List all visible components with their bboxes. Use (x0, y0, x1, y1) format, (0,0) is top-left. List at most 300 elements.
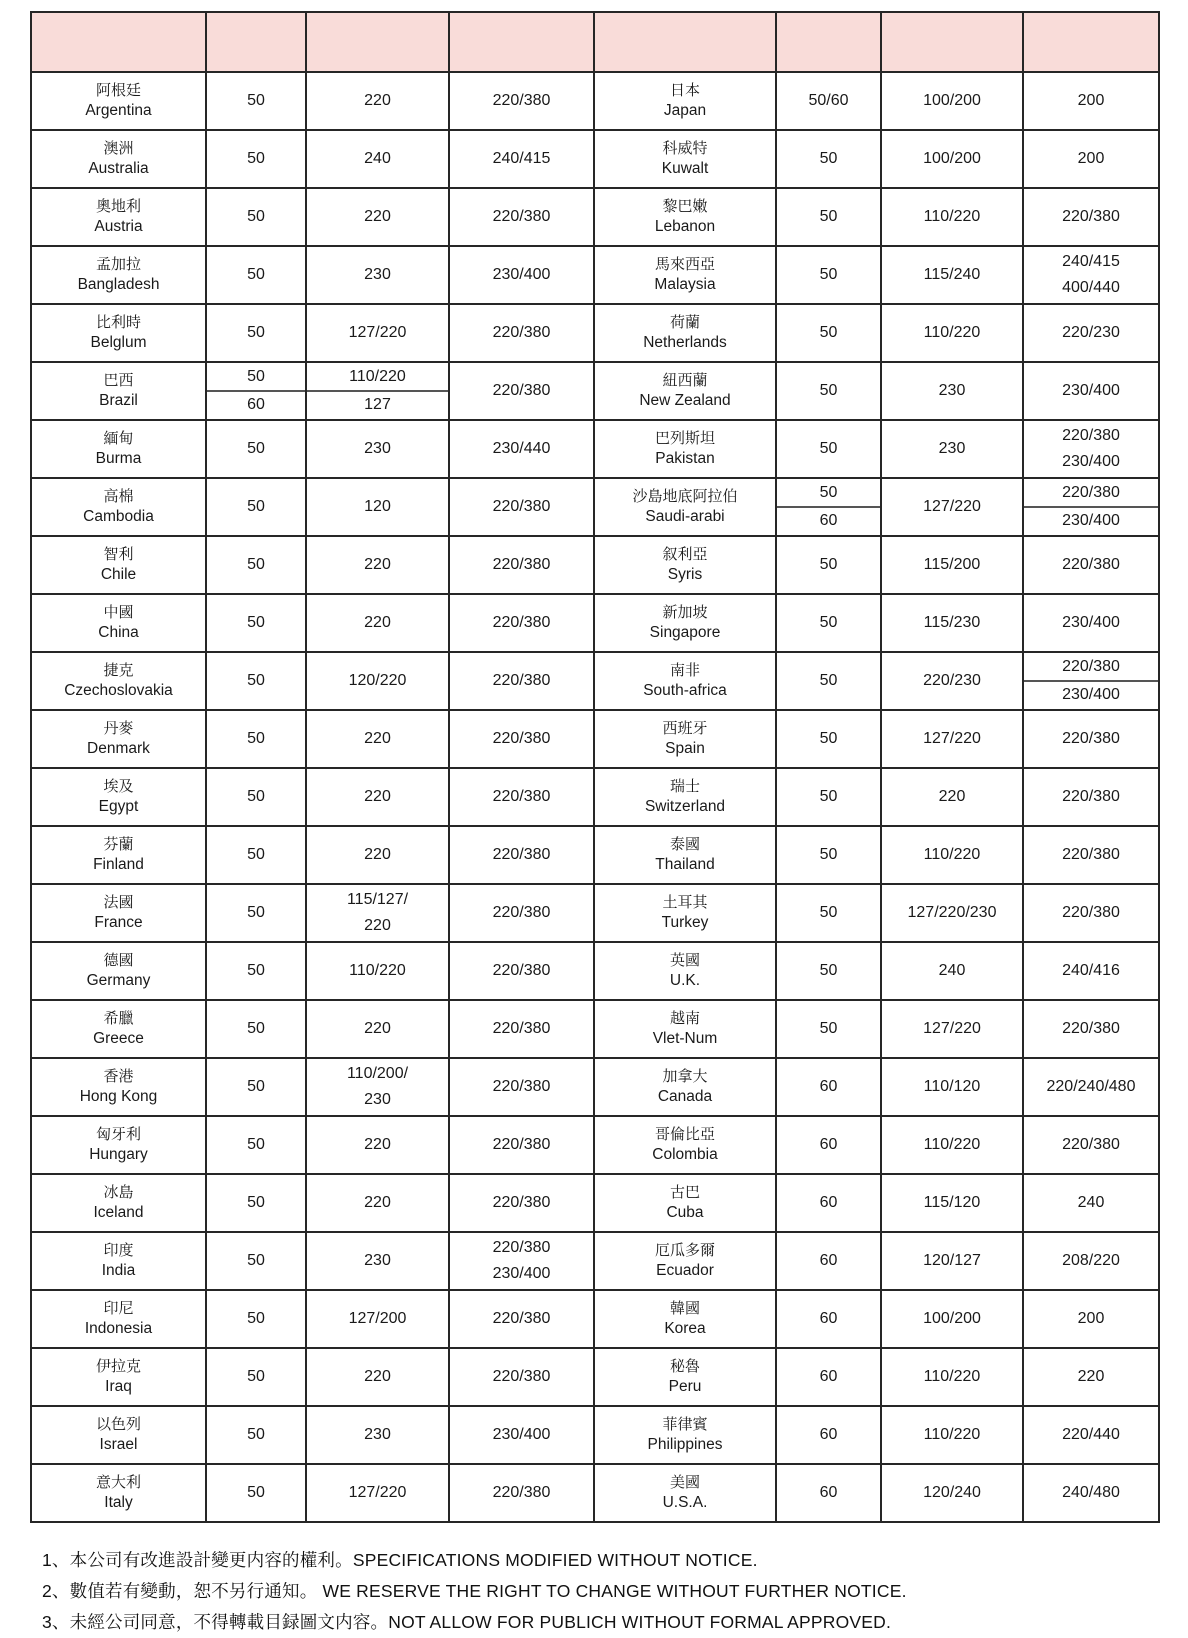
table-row (31, 1116, 1159, 1174)
voltage2-cell (1023, 594, 1159, 652)
voltage1-cell (306, 884, 449, 942)
country-name-zh: 伊拉克 (95, 1358, 141, 1376)
value-line: 230/440 (492, 439, 551, 457)
frequency-cell (776, 1464, 881, 1522)
value-line: 230/400 (492, 1264, 551, 1282)
frequency-cell (206, 130, 306, 188)
value-line: 220/380 (492, 323, 551, 341)
table-body (31, 72, 1159, 1522)
country-cell (594, 594, 776, 652)
voltage2-cell (449, 246, 594, 304)
value-line: 240 (1077, 1193, 1105, 1211)
frequency-cell (776, 1174, 881, 1232)
voltage2-cell (449, 478, 594, 536)
frequency-cell (776, 72, 881, 130)
value-line: 230/400 (1024, 680, 1158, 708)
value-line: 120/240 (923, 1483, 981, 1501)
country-name-zh: 比利時 (95, 314, 141, 332)
country-name-zh: 西班牙 (662, 720, 708, 738)
header-cell (881, 12, 1023, 72)
voltage2-cell (449, 420, 594, 478)
frequency-cell (206, 768, 306, 826)
value-line: 220 (364, 787, 391, 805)
value-line: 50 (247, 1193, 265, 1211)
country-cell (594, 536, 776, 594)
value-line: 127 (307, 390, 448, 418)
country-cell (594, 768, 776, 826)
country-cell (31, 72, 206, 130)
country-cell (31, 1116, 206, 1174)
country-cell (31, 1406, 206, 1464)
footnote-2: 2、數值若有變動，恕不另行通知。 WE RESERVE THE RIGHT TO CHANGE WITHOUT FURTHER NOTICE. (42, 1581, 907, 1602)
country-name-zh: 日本 (669, 82, 700, 100)
value-line: 220/240/480 (1046, 1077, 1136, 1095)
value-line: 50 (247, 1135, 265, 1153)
country-name-en: Philippines (647, 1436, 723, 1454)
country-name-en: Korea (664, 1320, 706, 1338)
country-name-en: Cuba (666, 1204, 704, 1222)
country-name-zh: 中國 (103, 604, 134, 622)
value-line: 220/380 (492, 497, 551, 515)
country-name-zh: 巴列斯坦 (654, 430, 715, 448)
value-line: 50 (247, 1367, 265, 1385)
country-name-zh: 南非 (669, 662, 700, 680)
country-cell (594, 1058, 776, 1116)
voltage1-cell (306, 1174, 449, 1232)
value-line: 60 (819, 1251, 838, 1269)
country-name-zh: 澳洲 (103, 140, 134, 158)
value-line: 220/380 (492, 961, 551, 979)
country-name-zh: 英國 (669, 952, 700, 970)
voltage2-cell (449, 1000, 594, 1058)
value-line: 220/380 (1062, 555, 1120, 573)
header-cell (31, 12, 206, 72)
country-cell (31, 594, 206, 652)
value-line: 115/120 (923, 1193, 981, 1211)
country-cell (594, 1290, 776, 1348)
frequency-cell (776, 1406, 881, 1464)
table-row (31, 188, 1159, 246)
country-cell (31, 710, 206, 768)
country-cell (594, 1232, 776, 1290)
voltage2-cell (1023, 710, 1159, 768)
country-name-zh: 丹麥 (103, 720, 134, 738)
country-name-zh: 冰島 (103, 1184, 134, 1202)
voltage2-cell (449, 1464, 594, 1522)
voltage1-cell (881, 768, 1023, 826)
value-line: 110/220 (923, 1135, 981, 1153)
value-line: 110/220 (923, 1425, 981, 1443)
voltage1-cell (306, 130, 449, 188)
value-line: 240/415 (1062, 252, 1120, 270)
voltage1-cell (306, 246, 449, 304)
value-line: 60 (819, 1077, 838, 1095)
frequency-cell (206, 188, 306, 246)
value-line: 60 (819, 1425, 838, 1443)
value-line: 230/400 (1062, 452, 1120, 470)
frequency-cell (206, 1116, 306, 1174)
table-row (31, 1174, 1159, 1232)
country-cell (594, 826, 776, 884)
country-name-en: U.K. (669, 972, 701, 990)
value-line: 100/200 (923, 91, 981, 109)
country-name-en: Iceland (93, 1204, 144, 1222)
voltage2-cell (1023, 420, 1159, 478)
voltage2-cell (449, 1058, 594, 1116)
value-line: 220 (364, 1135, 391, 1153)
table-row (31, 884, 1159, 942)
voltage1-cell (306, 1348, 449, 1406)
header-cell (449, 12, 594, 72)
country-cell (594, 652, 776, 710)
value-line: 220/380 (492, 1135, 551, 1153)
table-row (31, 478, 1159, 536)
value-line: 50 (247, 1251, 265, 1269)
value-line: 220/380 (492, 1238, 551, 1256)
value-line: 50 (247, 555, 265, 573)
country-cell (594, 362, 776, 420)
table-row (31, 1464, 1159, 1522)
value-line: 220/380 (1062, 1019, 1120, 1037)
frequency-cell (206, 652, 306, 710)
value-line: 120/127 (923, 1251, 981, 1269)
value-line: 50/60 (808, 91, 849, 109)
value-line: 50 (819, 729, 838, 747)
value-line: 230/400 (1062, 381, 1120, 399)
voltage2-cell (449, 884, 594, 942)
table-row (31, 72, 1159, 130)
voltage1-cell (306, 1406, 449, 1464)
country-cell (31, 362, 206, 420)
voltage1-cell (881, 478, 1023, 536)
voltage2-cell (1023, 1000, 1159, 1058)
value-line: 50 (247, 91, 265, 109)
country-name-zh: 沙島地底阿拉伯 (632, 488, 738, 506)
voltage1-cell (306, 1464, 449, 1522)
value-line: 220/380 (492, 729, 551, 747)
value-line: 110/220 (923, 323, 981, 341)
country-name-zh: 美國 (669, 1474, 700, 1492)
country-name-zh: 埃及 (103, 778, 134, 796)
value-line: 220/380 (492, 381, 551, 399)
table-row (31, 768, 1159, 826)
frequency-cell (776, 478, 881, 536)
frequency-cell (776, 130, 881, 188)
country-name-en: South-africa (643, 682, 727, 700)
footnote-3: 3、未經公司同意，不得轉載目録圖文内容。NOT ALLOW FOR PUBLICH WITHOUT FORMAL APPROVED. (42, 1612, 892, 1633)
value-line: 100/200 (923, 149, 981, 167)
country-name-en: Brazil (99, 392, 138, 410)
country-cell (594, 710, 776, 768)
voltage1-cell (306, 594, 449, 652)
frequency-cell (206, 1406, 306, 1464)
frequency-cell (776, 362, 881, 420)
voltage2-cell (449, 1116, 594, 1174)
voltage2-cell (449, 362, 594, 420)
country-name-zh: 黎巴嫩 (662, 198, 708, 216)
value-line: 220 (364, 207, 391, 225)
frequency-cell (776, 768, 881, 826)
value-line: 50 (247, 961, 265, 979)
value-line: 220/380 (1062, 729, 1120, 747)
value-line: 220/380 (492, 207, 551, 225)
country-name-en: Denmark (87, 740, 150, 758)
value-line: 50 (247, 497, 265, 515)
country-name-zh: 哥倫比亞 (654, 1126, 715, 1144)
frequency-cell (206, 594, 306, 652)
country-cell (31, 420, 206, 478)
value-line: 220 (364, 1367, 391, 1385)
country-name-en: Germany (86, 972, 151, 990)
value-line: 127/220 (348, 1483, 407, 1501)
value-line: 110/120 (923, 1077, 981, 1095)
value-line: 50 (247, 1019, 265, 1037)
country-name-zh: 印尼 (103, 1300, 134, 1318)
value-line: 50 (247, 1077, 265, 1095)
country-name-en: Austria (94, 218, 143, 236)
value-line: 50 (819, 149, 838, 167)
country-cell (594, 1464, 776, 1522)
value-line: 50 (819, 845, 838, 863)
voltage1-cell (881, 1058, 1023, 1116)
voltage2-cell (449, 710, 594, 768)
country-name-en: Japan (663, 102, 707, 120)
value-line: 200 (1077, 1309, 1105, 1327)
value-line: 50 (819, 903, 838, 921)
country-name-en: Colombia (652, 1146, 718, 1164)
value-line: 220/380 (492, 555, 551, 573)
value-line: 50 (819, 1019, 838, 1037)
voltage2-cell (449, 188, 594, 246)
country-cell (31, 1174, 206, 1232)
table-row (31, 1058, 1159, 1116)
voltage2-cell (449, 768, 594, 826)
country-cell (31, 130, 206, 188)
voltage2-cell (1023, 1406, 1159, 1464)
value-line: 220/380 (492, 671, 551, 689)
value-line: 50 (247, 323, 265, 341)
country-name-en: Greece (93, 1030, 144, 1048)
country-cell (594, 1000, 776, 1058)
value-line: 110/220 (349, 961, 406, 979)
country-cell (594, 1406, 776, 1464)
value-line: 230 (938, 439, 966, 457)
frequency-cell (206, 1058, 306, 1116)
voltage1-cell (881, 246, 1023, 304)
country-name-zh: 韓國 (669, 1300, 700, 1318)
value-line: 240 (364, 149, 391, 167)
country-name-en: Turkey (661, 914, 709, 932)
frequency-cell (776, 246, 881, 304)
country-cell (594, 72, 776, 130)
country-name-en: Peru (668, 1378, 702, 1396)
value-line: 220/380 (1062, 845, 1120, 863)
header-cell (1023, 12, 1159, 72)
value-line: 115/127/ (346, 890, 409, 908)
voltage1-cell (306, 1058, 449, 1116)
value-line: 50 (247, 613, 265, 631)
value-line: 50 (247, 1425, 265, 1443)
country-name-en: Syris (667, 566, 703, 584)
country-cell (31, 1348, 206, 1406)
voltage1-cell (881, 884, 1023, 942)
voltage1-cell (306, 478, 449, 536)
value-line: 220/380 (492, 1193, 551, 1211)
header-cell (306, 12, 449, 72)
country-name-zh: 荷蘭 (669, 314, 700, 332)
country-name-en: Czechoslovakia (64, 682, 173, 700)
voltage1-cell (306, 1116, 449, 1174)
table-row (31, 362, 1159, 420)
country-name-en: Lebanon (654, 218, 716, 236)
country-name-zh: 芬蘭 (103, 836, 134, 854)
voltage1-cell (881, 652, 1023, 710)
voltage1-cell (306, 710, 449, 768)
value-line: 230/400 (1024, 506, 1158, 534)
frequency-cell (206, 942, 306, 1000)
country-cell (31, 1464, 206, 1522)
value-line: 220/440 (1062, 1425, 1120, 1443)
country-name-zh: 馬來西亞 (654, 256, 715, 274)
value-line: 115/230 (923, 613, 981, 631)
footnotes (42, 1545, 1188, 1638)
frequency-cell (776, 710, 881, 768)
value-line: 50 (247, 671, 265, 689)
value-line: 50 (247, 903, 265, 921)
voltage1-cell (306, 536, 449, 594)
value-line: 220/380 (492, 1367, 551, 1385)
value-line: 127/220 (923, 1019, 981, 1037)
voltage2-cell (1023, 884, 1159, 942)
country-cell (594, 420, 776, 478)
country-cell (31, 884, 206, 942)
voltage2-cell (449, 536, 594, 594)
voltage1-cell (881, 1232, 1023, 1290)
voltage2-cell (1023, 942, 1159, 1000)
voltage1-cell (306, 652, 449, 710)
country-name-en: New Zealand (639, 392, 731, 410)
value-line: 50 (819, 323, 838, 341)
country-name-zh: 法國 (103, 894, 134, 912)
country-name-zh: 紐西蘭 (662, 372, 708, 390)
country-name-en: Indonesia (84, 1320, 153, 1338)
frequency-cell (776, 1116, 881, 1174)
voltage1-cell (881, 1348, 1023, 1406)
table-row (31, 594, 1159, 652)
table-row (31, 1290, 1159, 1348)
country-name-en: Belglum (90, 334, 147, 352)
voltage2-cell (1023, 1174, 1159, 1232)
frequency-cell (776, 884, 881, 942)
country-name-zh: 巴西 (103, 372, 134, 390)
value-line: 220/380 (1062, 903, 1120, 921)
voltage2-cell (449, 652, 594, 710)
voltage2-cell (449, 130, 594, 188)
country-name-zh: 新加坡 (662, 604, 708, 622)
frequency-cell (206, 362, 306, 420)
frequency-cell (776, 594, 881, 652)
value-line: 220/380 (1062, 483, 1120, 501)
table-row (31, 536, 1159, 594)
country-name-en: Burma (95, 450, 142, 468)
voltage2-cell (1023, 130, 1159, 188)
value-line: 220 (938, 787, 966, 805)
voltage1-cell (881, 1116, 1023, 1174)
value-line: 240/415 (492, 149, 551, 167)
voltage2-cell (1023, 1058, 1159, 1116)
frequency-cell (776, 420, 881, 478)
value-line: 220 (364, 1193, 391, 1211)
value-line: 50 (247, 845, 265, 863)
value-line: 230 (364, 1251, 391, 1269)
value-line: 50 (819, 613, 838, 631)
voltage2-cell (449, 594, 594, 652)
voltage1-cell (881, 594, 1023, 652)
value-line: 60 (819, 1309, 838, 1327)
value-line: 50 (247, 439, 265, 457)
country-name-zh: 高棉 (103, 488, 134, 506)
frequency-cell (206, 536, 306, 594)
header-cell (594, 12, 776, 72)
header-cell (206, 12, 306, 72)
value-line: 50 (247, 265, 265, 283)
country-name-en: India (101, 1262, 136, 1280)
value-line: 220 (364, 916, 391, 934)
voltage1-cell (881, 130, 1023, 188)
spec-sheet (0, 11, 1188, 1633)
frequency-cell (776, 942, 881, 1000)
country-cell (31, 1000, 206, 1058)
voltage2-cell (449, 1290, 594, 1348)
frequency-cell (206, 884, 306, 942)
country-cell (31, 826, 206, 884)
country-cell (31, 652, 206, 710)
country-name-zh: 土耳其 (662, 894, 708, 912)
table-row (31, 1406, 1159, 1464)
voltage2-cell (1023, 304, 1159, 362)
country-cell (31, 1232, 206, 1290)
value-line: 50 (819, 961, 838, 979)
value-line: 127/220 (923, 729, 981, 747)
value-line: 50 (247, 787, 265, 805)
frequency-cell (206, 1290, 306, 1348)
value-line: 50 (819, 787, 838, 805)
voltage1-cell (881, 942, 1023, 1000)
value-line: 200 (1077, 91, 1105, 109)
country-name-zh: 菲律賓 (662, 1416, 708, 1434)
country-name-en: Italy (104, 1494, 133, 1512)
country-cell (594, 884, 776, 942)
country-name-en: Thailand (655, 856, 715, 874)
value-line: 127/200 (348, 1309, 407, 1327)
voltage2-cell (1023, 1290, 1159, 1348)
country-name-en: Hong Kong (79, 1088, 158, 1106)
voltage1-cell (881, 420, 1023, 478)
country-cell (31, 1058, 206, 1116)
value-line: 120 (364, 497, 391, 515)
value-line: 127/220 (348, 323, 407, 341)
frequency-cell (206, 1000, 306, 1058)
value-line: 220/380 (1062, 207, 1120, 225)
value-line: 50 (247, 1483, 265, 1501)
value-line: 220/380 (492, 845, 551, 863)
voltage1-cell (306, 1290, 449, 1348)
voltage2-cell (1023, 826, 1159, 884)
country-name-zh: 印度 (103, 1242, 134, 1260)
value-line: 115/240 (923, 265, 981, 283)
country-cell (594, 304, 776, 362)
value-line: 50 (819, 555, 838, 573)
